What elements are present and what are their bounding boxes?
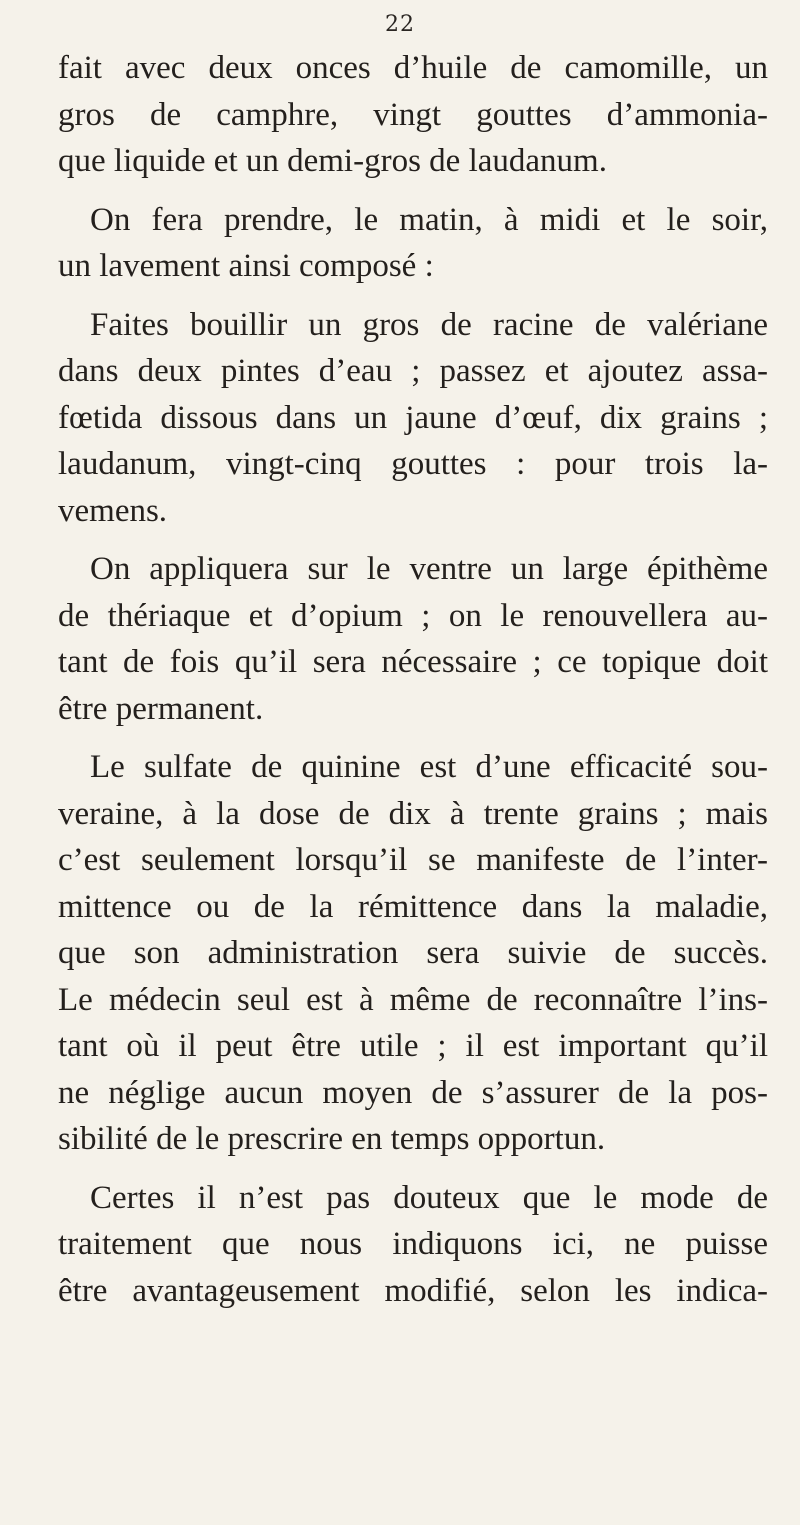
text-line: Le sulfate de quinine est d’une efficacité sou- [90,749,768,785]
page-number: 22 [385,12,415,37]
text-line: c’est seulement lorsqu’il se manifeste de l’inter- [58,842,768,878]
text-line: laudanum, vingt-cinq gouttes : pour trois la- [58,446,768,482]
text-line: traitement que nous indiquons ici, ne puisse [58,1226,768,1262]
text-line: On appliquera sur le ventre un large épithème [90,551,768,587]
text-line: de thériaque et d’opium ; on le renouvellera au- [58,597,768,634]
text-line: gros de camphre, vingt gouttes d’ammonia- [58,96,768,133]
paragraph [58,197,768,290]
paragraph [58,1175,768,1315]
text-line: mittence ou de la rémittence dans la maladie, [58,888,768,925]
text-line: que son administration sera suivie de succès. [58,935,768,971]
text-line: ne néglige aucun moyen de s’assurer de la pos- [58,1074,768,1111]
text-line: Certes il n’est pas douteux que le mode de [90,1179,768,1216]
paragraph [58,45,768,185]
text-line: Le médecin seul est à même de reconnaître l’ins- [58,981,768,1018]
text-line: sibilité de le prescrire en temps opportun. [58,1121,606,1157]
text-line: un lavement ainsi composé : [58,248,434,284]
text-line: On fera prendre, le matin, à midi et le soir, [90,201,768,238]
paragraph [58,302,768,535]
paragraph [58,744,768,1163]
text-line: fœtida dissous dans un jaune d’œuf, dix grains ; [58,399,768,436]
text-line: être permanent. [58,690,264,727]
text-line: vemens. [58,492,168,529]
body-text [58,45,768,1314]
text-line: fait avec deux onces d’huile de camomille, un [58,50,768,86]
text-line: tant de fois qu’il sera nécessaire ; ce topique doit [58,644,768,680]
text-line: dans deux pintes d’eau ; passez et ajoutez assa- [58,353,768,389]
text-line: tant où il peut être utile ; il est important qu’il [58,1028,768,1064]
text-line: être avantageusement modifié, selon les indica- [58,1272,768,1309]
text-line: que liquide et un demi-gros de laudanum. [58,143,607,179]
paragraph [58,546,768,732]
text-line: Faites bouillir un gros de racine de valériane [90,306,768,343]
text-line: veraine, à la dose de dix à trente grains ; mais [58,795,768,832]
